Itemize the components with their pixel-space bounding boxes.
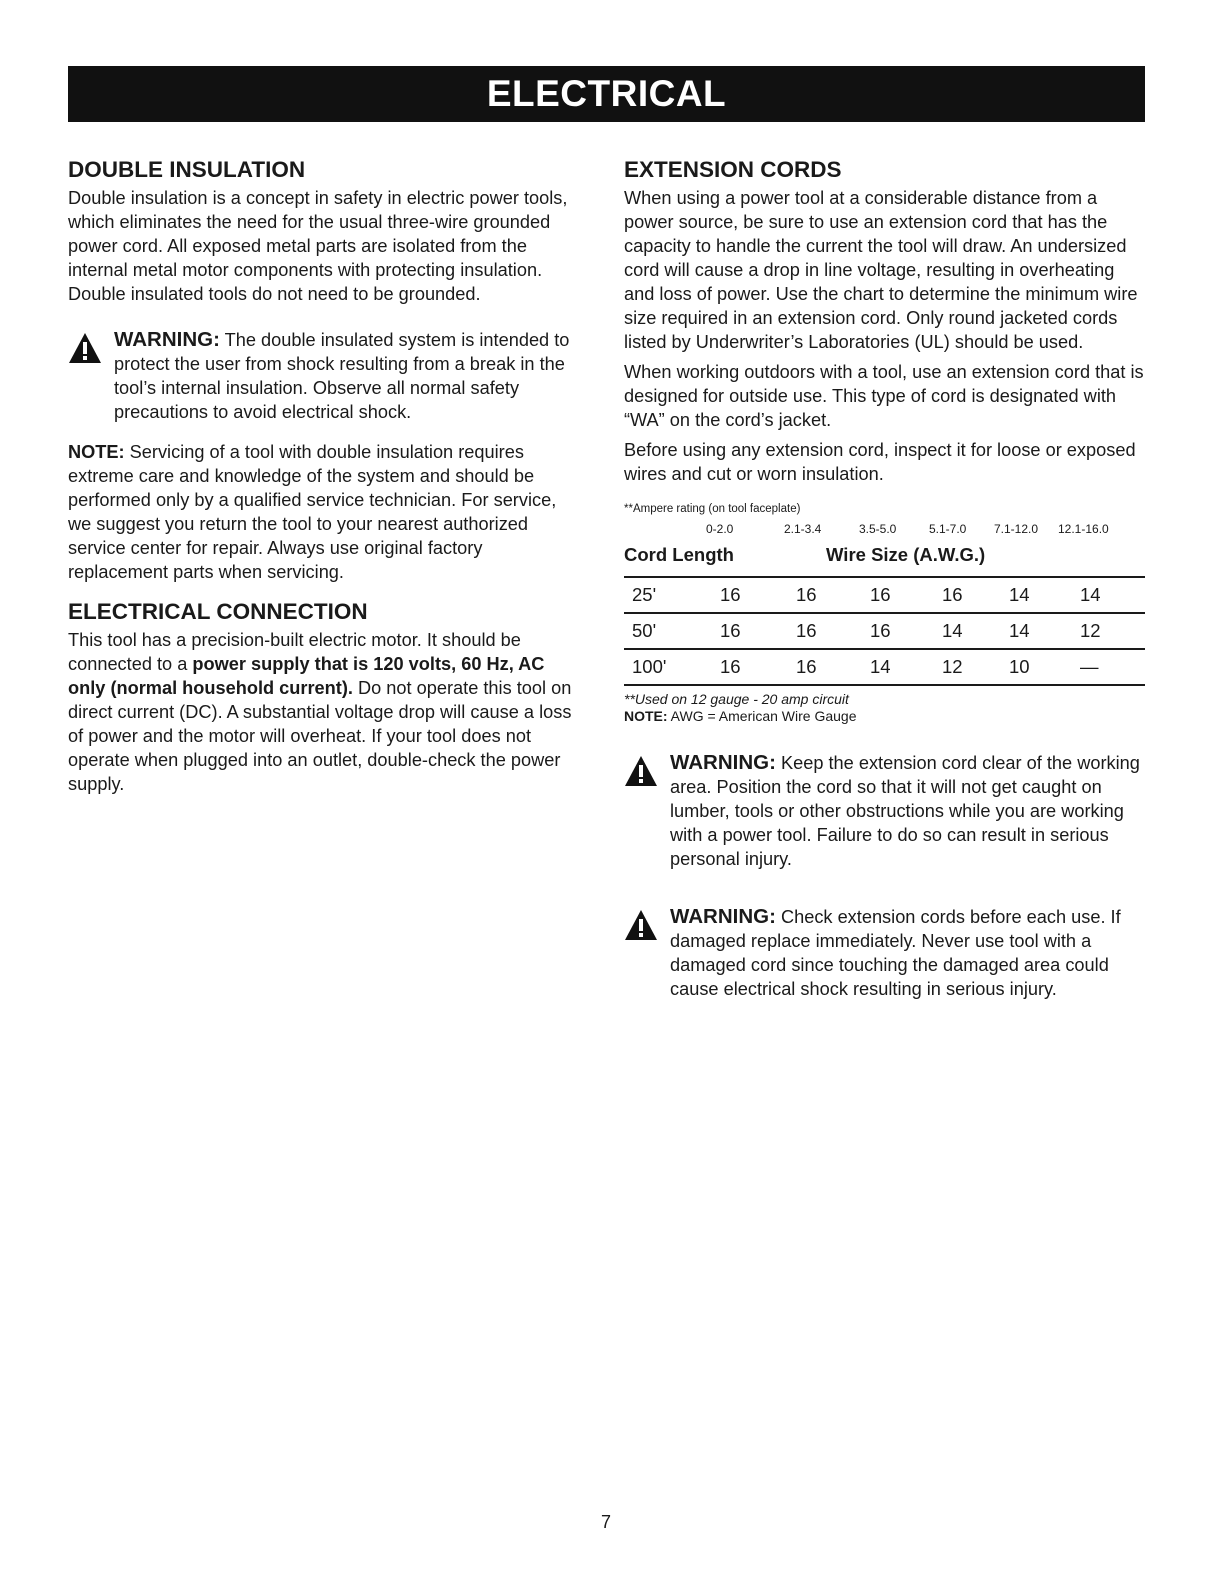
amp-range: 3.5-5.0 — [859, 522, 897, 536]
ampere-ranges-row — [624, 522, 1145, 540]
wire-size-cell: 14 — [1009, 584, 1030, 605]
cord-length-cell: 25' — [632, 584, 657, 605]
wire-size-cell: — — [1080, 656, 1099, 677]
wire-size-cell: 14 — [942, 620, 963, 641]
wire-size-cell: 16 — [720, 656, 741, 677]
amp-range: 5.1-7.0 — [929, 522, 967, 536]
wire-size-cell: 16 — [942, 584, 963, 605]
table-row — [624, 578, 1145, 614]
warning-double-insulated — [68, 328, 583, 424]
warning-label: WARNING: — [670, 751, 776, 774]
warning-label: WARNING: — [670, 905, 776, 928]
cord-length-header: Cord Length — [624, 544, 734, 565]
amp-range: 2.1-3.4 — [784, 522, 822, 536]
wire-size-cell: 16 — [796, 620, 817, 641]
wire-size-cell: 16 — [720, 620, 741, 641]
warning-text: Check extension cords before each use. If damaged replace immediately. Never use tool with a damaged cord since touching the damaged area could cause electrical shock resulting in serious injury. — [670, 907, 1121, 999]
note-text: Servicing of a tool with double insulation requires extreme care and knowledge of the system and should be performed only by a qualified service technician. For service, we suggest you return the tool to your nearest authorized service center for repair. Always use original factory replacement parts when servicing. — [68, 442, 557, 582]
wire-size-cell: 14 — [870, 656, 891, 677]
wire-size-cell: 14 — [1080, 584, 1101, 605]
wire-table-header — [624, 544, 1145, 570]
warning-triangle-icon — [68, 332, 102, 364]
table-row — [624, 650, 1145, 686]
note-label: NOTE: — [68, 442, 125, 462]
table-row — [624, 614, 1145, 650]
amp-range: 12.1-16.0 — [1058, 522, 1109, 536]
electrical-connection-heading: ELECTRICAL CONNECTION — [68, 599, 368, 624]
amp-range: 7.1-12.0 — [994, 522, 1039, 536]
wire-size-cell: 12 — [1080, 620, 1101, 641]
wire-size-cell: 10 — [1009, 656, 1030, 677]
left-column — [68, 156, 583, 796]
double-insulation-body: Double insulation is a concept in safety in electric power tools, which eliminates the need for the usual three-wire grounded power cord. All exposed metal parts are isolated from the internal metal motor components with protecting insulation. Double insulated tools do not need to be grounded. — [68, 188, 568, 304]
wire-size-cell: 16 — [796, 584, 817, 605]
wire-size-cell: 16 — [870, 620, 891, 641]
wire-size-cell: 16 — [796, 656, 817, 677]
amp-range: 0-2.0 — [706, 522, 734, 536]
warning-text: The double insulated system is intended to protect the user from shock resulting from a break in the tool’s internal insulation. Observe all normal safety precautions to avoid electrical shock. — [114, 330, 570, 422]
wire-size-table — [624, 576, 1145, 686]
gauge-footnote: **Used on 12 gauge - 20 amp circuit — [624, 691, 849, 707]
wire-size-cell: 14 — [1009, 620, 1030, 641]
power-supply-requirement: power supply that is 120 volts, 60 Hz, AC only (normal household current). — [68, 654, 545, 698]
wire-size-cell: 12 — [942, 656, 963, 677]
cord-length-cell: 100' — [632, 656, 667, 677]
section-title: ELECTRICAL — [486, 73, 727, 114]
warning-text: Keep the extension cord clear of the working area. Position the cord so that it will not get caught on lumber, tools or other obstructions while you are working with a power tool. Failure to do so can result in serious personal injury. — [670, 753, 1140, 869]
warning-triangle-icon — [624, 755, 658, 787]
ampere-rating-caption: **Ampere rating (on tool faceplate) — [624, 503, 801, 515]
warning-label: WARNING: — [114, 328, 220, 351]
double-insulation-heading: DOUBLE INSULATION — [68, 157, 306, 182]
awg-note: NOTE: AWG = American Wire Gauge — [624, 708, 857, 724]
section-banner — [68, 66, 1145, 122]
extension-cords-heading: EXTENSION CORDS — [624, 157, 842, 182]
cord-length-cell: 50' — [632, 620, 657, 641]
extension-cords-p2: When working outdoors with a tool, use an extension cord that is designed for outside use. This type of cord is designated with “WA” on the cord’s jacket. — [624, 362, 1144, 430]
electrical-connection-body: This tool has a precision-built electric motor. It should be connected to a power supply that is 120 volts, 60 Hz, AC only (normal household current). Do not operate this tool on direct current (DC). A substantial voltage drop will cause a loss of power and the motor will overheat. If your tool does not operate when plugged into an outlet, double-check the power supply. — [68, 630, 572, 794]
warning-cord-clear — [624, 751, 1145, 871]
warning-check-cords — [624, 905, 1145, 1001]
wire-size-header: Wire Size (A.W.G.) — [826, 544, 986, 565]
page-number: 7 — [600, 1512, 611, 1532]
extension-cords-p3: Before using any extension cord, inspect it for loose or exposed wires and cut or worn insulation. — [624, 440, 1136, 484]
warning-triangle-icon — [624, 909, 658, 941]
right-column — [624, 156, 1145, 1001]
servicing-note — [68, 440, 583, 584]
wire-size-cell: 16 — [870, 584, 891, 605]
wire-size-cell: 16 — [720, 584, 741, 605]
extension-cords-p1: When using a power tool at a considerable distance from a power source, be sure to use an extension cord that has the capacity to handle the current the tool will draw. An undersized cord will cause a drop in line voltage, resulting in overheating and loss of power. Use the chart to determine the minimum wire size required in an extension cord. Only round jacketed cords listed by Underwriter’s Laboratories (UL) should be used. — [624, 188, 1138, 352]
